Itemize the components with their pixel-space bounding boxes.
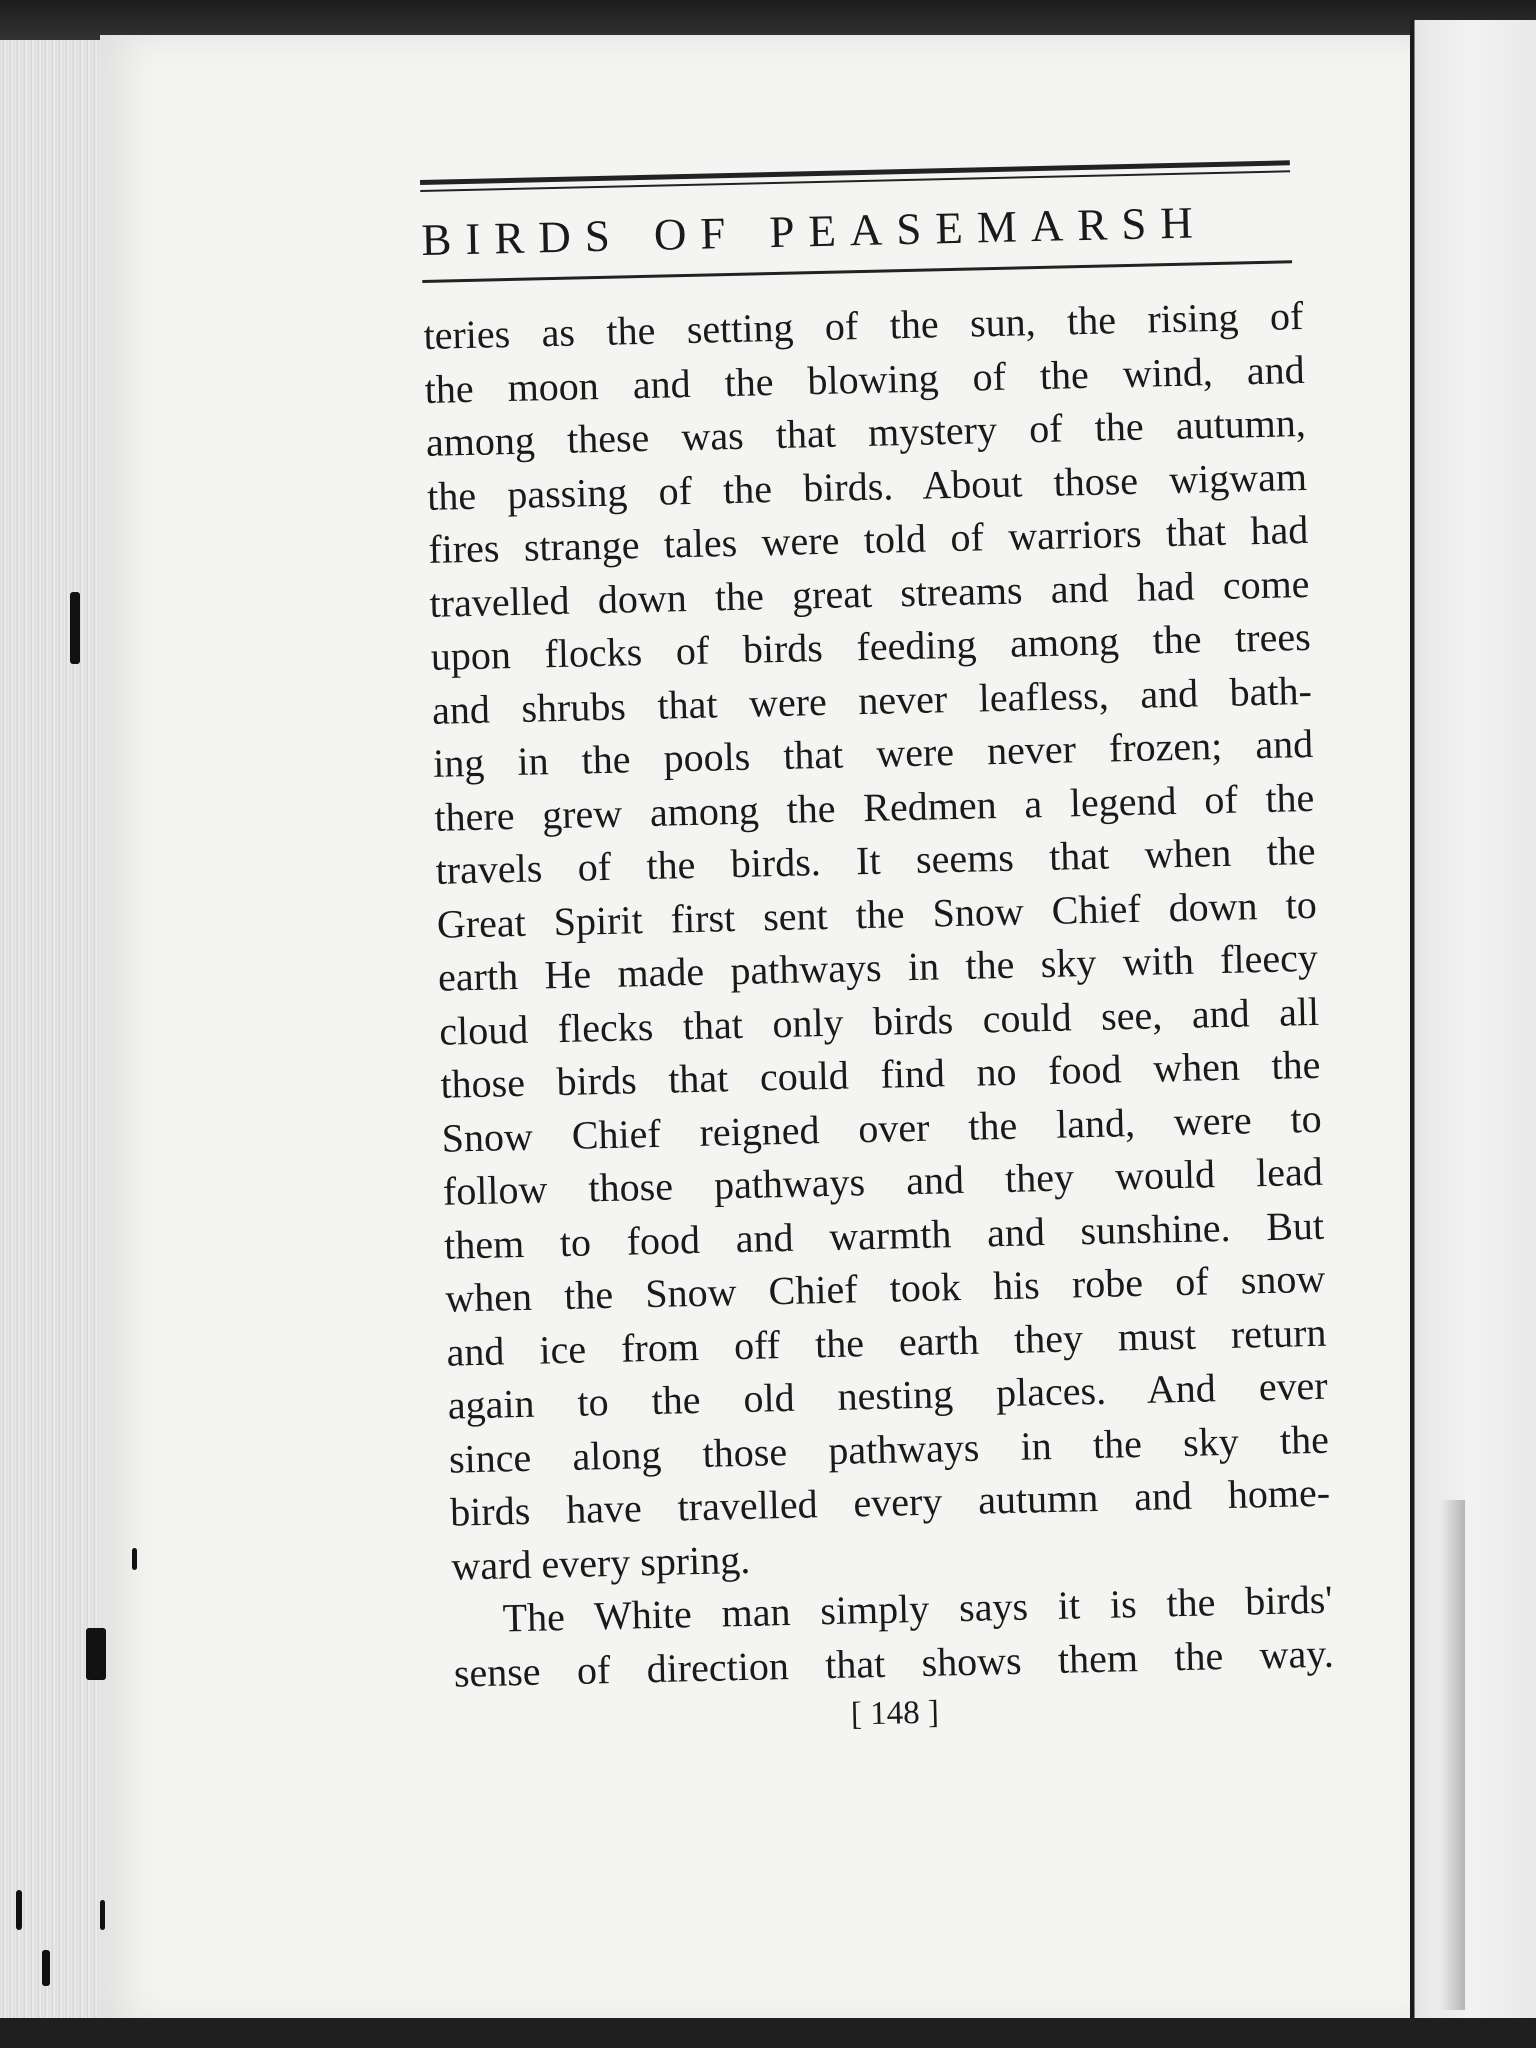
text-line: and ice from off the earth they must return: [446, 1309, 1327, 1375]
binding-mark: [16, 1890, 22, 1930]
text-line: ing in the pools that were never frozen; and: [432, 720, 1314, 786]
top-shadow-band: [0, 0, 1536, 40]
text-line: the passing of the birds. About those wigwam: [426, 453, 1308, 519]
binding-mark: [86, 1628, 106, 1680]
bottom-shadow-band: [0, 2018, 1536, 2048]
running-head: [421, 194, 1322, 266]
binding-mark: [132, 1548, 137, 1570]
page-number: [ 148 ]: [850, 1694, 940, 1733]
text-line: when the Snow Chief took his robe of snow: [444, 1255, 1326, 1321]
binding-mark: [42, 1950, 50, 1986]
paragraph-1: [423, 289, 1332, 1593]
text-line: travels of the birds. It seems that when the: [435, 827, 1316, 893]
text-line: them to food and warmth and sunshine. But: [443, 1202, 1325, 1268]
text-line: fires strange tales were told of warriors that had: [427, 506, 1309, 572]
text-line: those birds that could find no food when the: [440, 1041, 1321, 1107]
binding-mark: [100, 1900, 105, 1930]
text-line: The White man simply says it is the birds': [502, 1576, 1333, 1641]
text-line: teries as the setting of the sun, the rising of: [423, 293, 1304, 358]
running-head-word: BIRDS: [420, 210, 625, 265]
text-line: the moon and the blowing of the wind, and: [424, 346, 1306, 412]
binding-mark: [70, 592, 80, 664]
text-line: travelled down the great streams and had come: [429, 560, 1310, 626]
text-line: among these was that mystery of the autumn,: [425, 399, 1307, 465]
text-line: birds have travelled every autumn and home-: [449, 1469, 1331, 1535]
running-head-word: PEASEMARSH: [768, 197, 1208, 258]
text-line: Snow Chief reigned over the land, were to: [441, 1095, 1323, 1161]
page-content: [420, 160, 1355, 1743]
body-text: [423, 289, 1334, 1700]
paragraph-2: [452, 1573, 1334, 1700]
page-right-shadow: [1440, 1500, 1465, 2010]
text-line: cloud flecks that only birds could see, and all: [438, 988, 1320, 1054]
page-right-edge: [1410, 20, 1536, 2030]
text-line: Great Spirit first sent the Snow Chief down to: [436, 881, 1318, 947]
text-line: there grew among the Redmen a legend of the: [433, 774, 1315, 840]
text-line: sense of direction that shows them the way.: [453, 1630, 1335, 1696]
text-line: ward every spring.: [450, 1536, 751, 1589]
text-line: upon flocks of birds feeding among the trees: [430, 613, 1312, 679]
text-line: since along those pathways in the sky the: [448, 1416, 1330, 1482]
text-line: again to the old nesting places. And ever: [447, 1362, 1329, 1428]
running-head-word: OF: [653, 207, 740, 260]
header-rule-under: [422, 260, 1292, 283]
text-line: and shrubs that were never leafless, and bath-: [431, 667, 1313, 733]
text-line: follow those pathways and they would lead: [442, 1148, 1324, 1214]
text-line: earth He made pathways in the sky with fleecy: [437, 934, 1319, 1000]
